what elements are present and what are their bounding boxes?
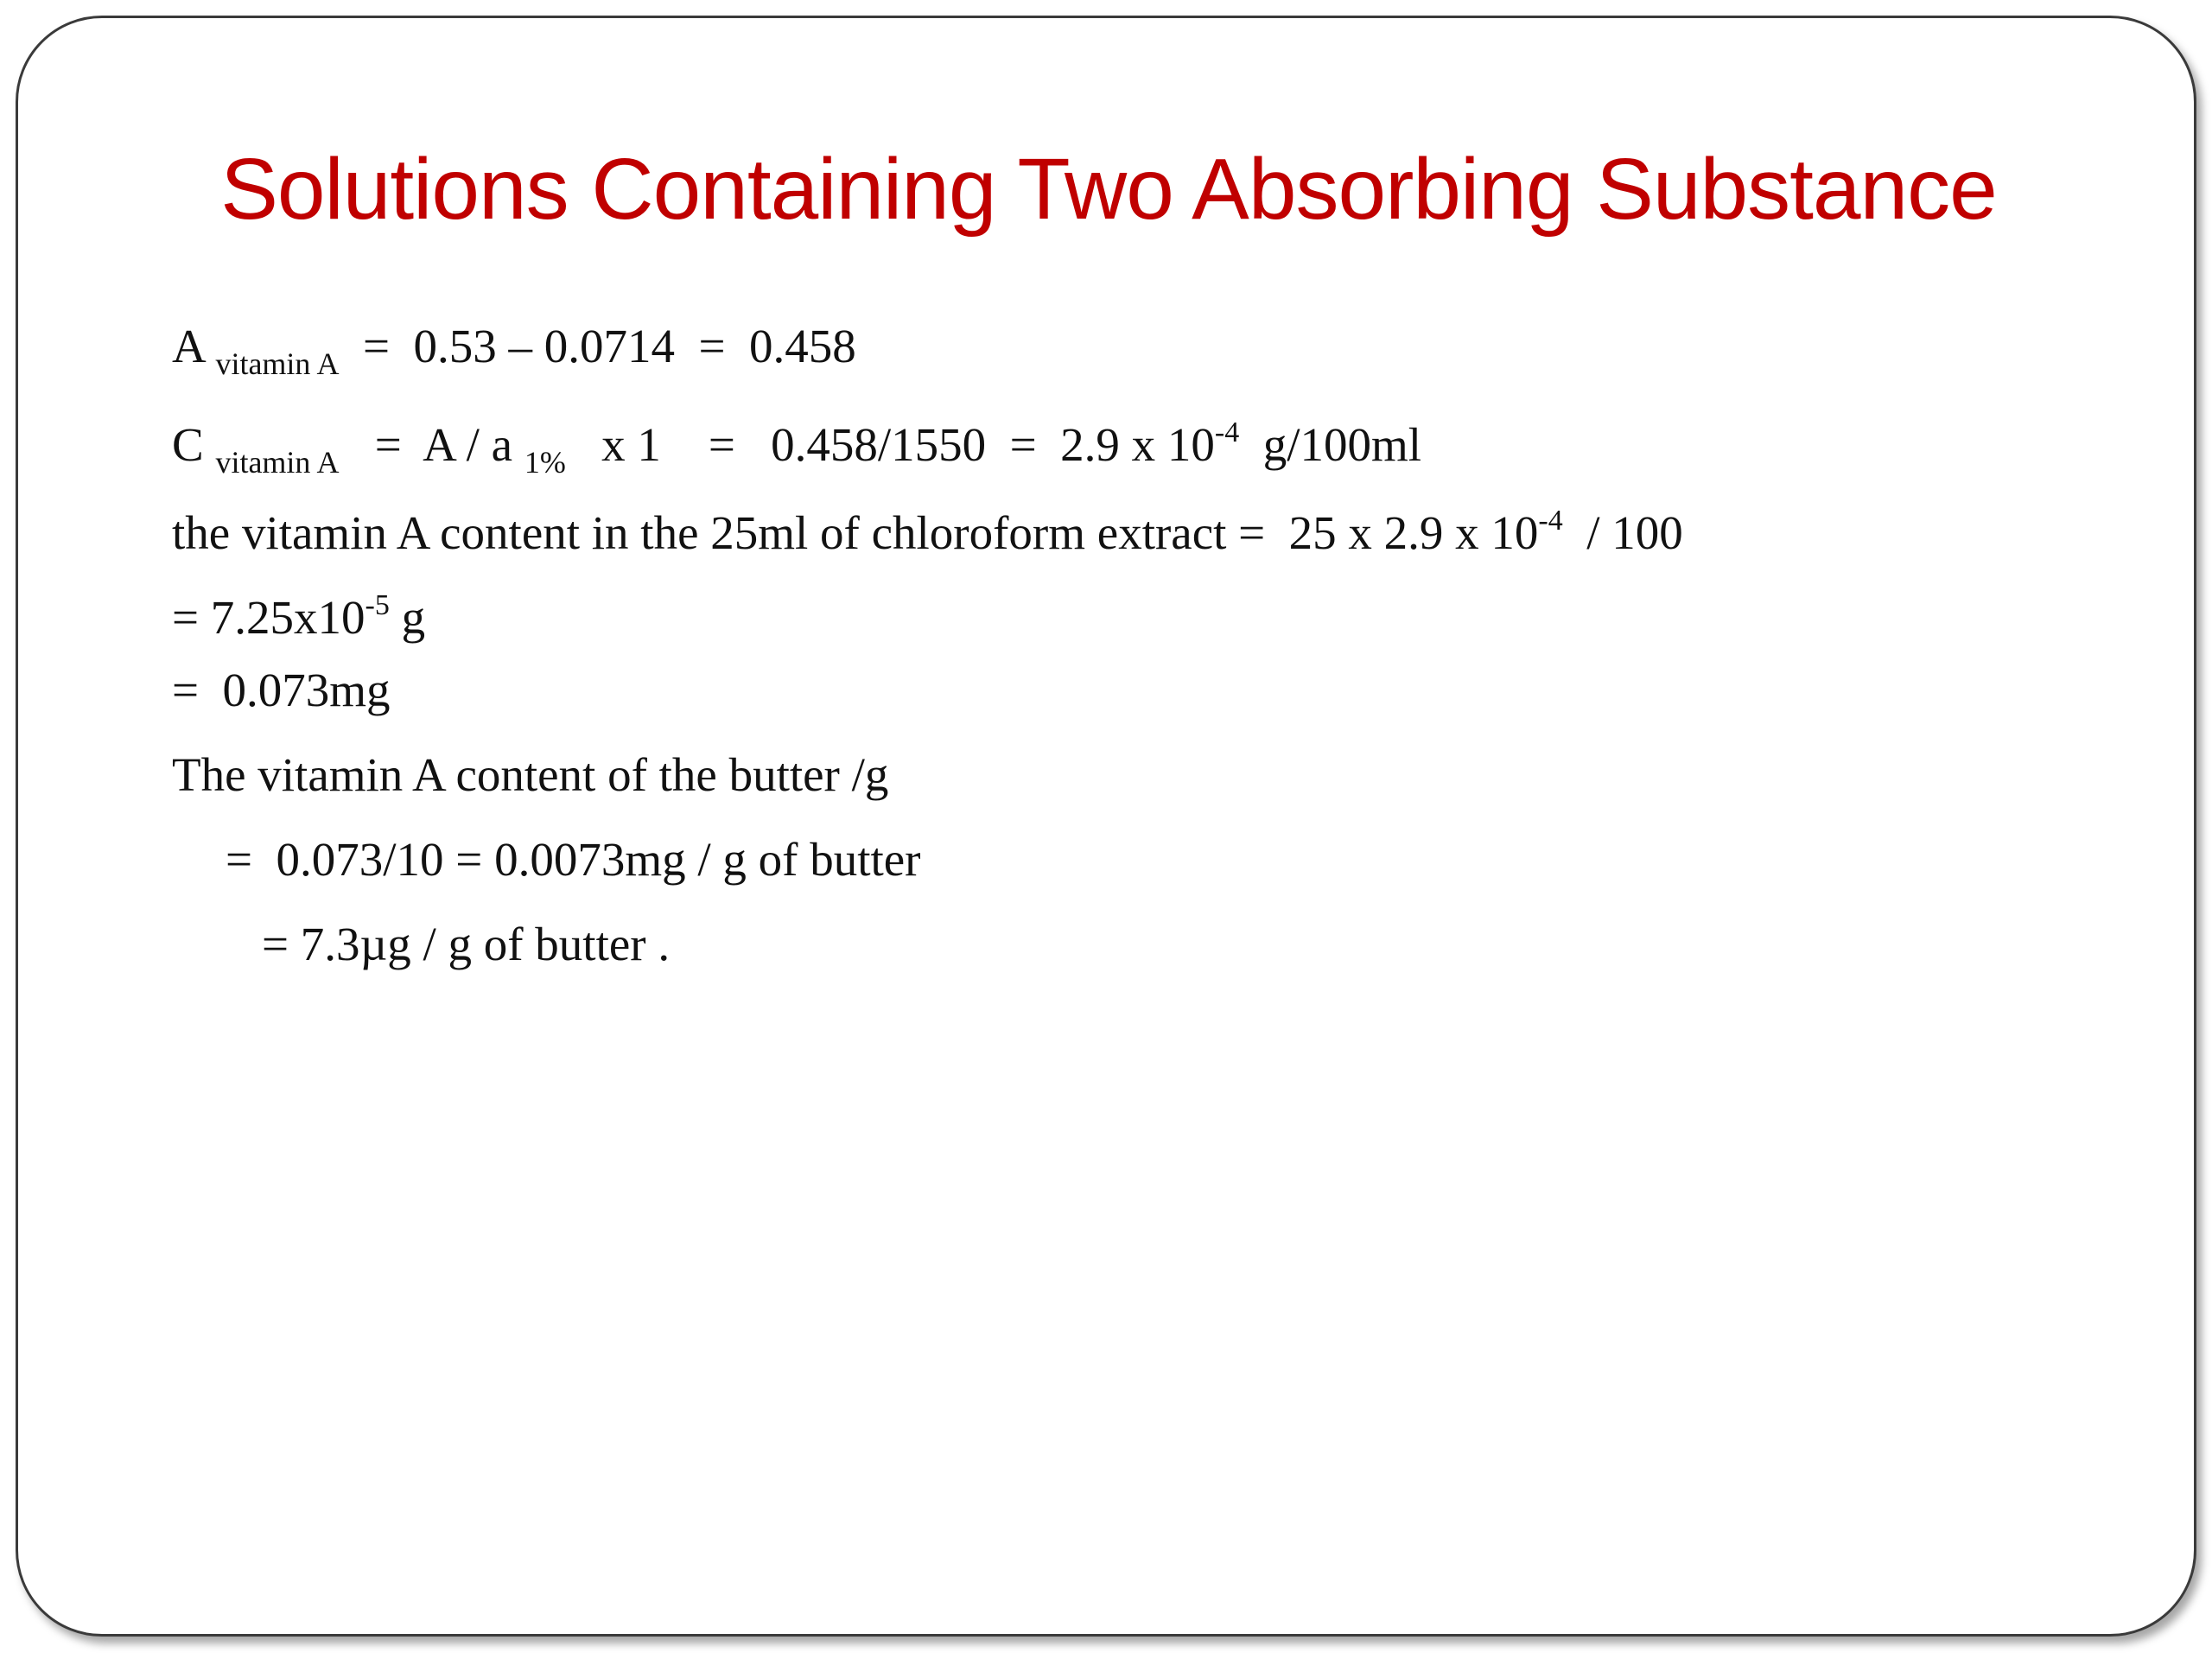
equation-text: = 7.3µg / g of butter . bbox=[262, 918, 671, 970]
superscript-text: -5 bbox=[365, 589, 390, 621]
equation-text: = 0.53 – 0.0714 = 0.458 bbox=[339, 320, 856, 372]
equation-text: = A / a bbox=[339, 418, 524, 471]
equation-result-mg bbox=[172, 656, 391, 725]
subscript-text: 1% bbox=[524, 445, 566, 480]
equation-text: = 0.073mg bbox=[172, 664, 391, 716]
slide-title: Solutions Containing Two Absorbing Substance bbox=[220, 141, 1997, 238]
equation-text: A bbox=[172, 320, 216, 372]
superscript-text: -4 bbox=[1538, 505, 1563, 537]
equation-butter-mg bbox=[226, 825, 920, 894]
superscript-text: -4 bbox=[1214, 416, 1240, 448]
equation-result-grams bbox=[172, 571, 426, 644]
equation-text: = 0.073/10 = 0.0073mg / g of butter bbox=[226, 833, 921, 886]
equation-text: g/100ml bbox=[1239, 418, 1422, 471]
equation-text: / 100 bbox=[1562, 506, 1683, 559]
slide-card bbox=[16, 16, 2196, 1637]
subscript-text: vitamin A bbox=[215, 445, 340, 480]
equation-absorbance-vitamin-a bbox=[172, 312, 856, 381]
subscript-text: vitamin A bbox=[215, 346, 340, 381]
butter-content-heading bbox=[172, 741, 888, 810]
equation-concentration-vitamin-a bbox=[172, 398, 1422, 480]
equation-text: g bbox=[389, 591, 426, 644]
equation-butter-ug bbox=[262, 910, 670, 979]
slide-body bbox=[172, 312, 1683, 1346]
equation-text: = 7.25x10 bbox=[172, 591, 365, 644]
equation-text: The vitamin A content of the butter /g bbox=[172, 748, 889, 801]
equation-text: C bbox=[172, 418, 216, 471]
equation-extract-content bbox=[172, 486, 1683, 559]
equation-text: x 1 = 0.458/1550 = 2.9 x 10 bbox=[565, 418, 1215, 471]
equation-text: the vitamin A content in the 25ml of chloroform extract = 25 x 2.9 x 10 bbox=[172, 506, 1539, 559]
